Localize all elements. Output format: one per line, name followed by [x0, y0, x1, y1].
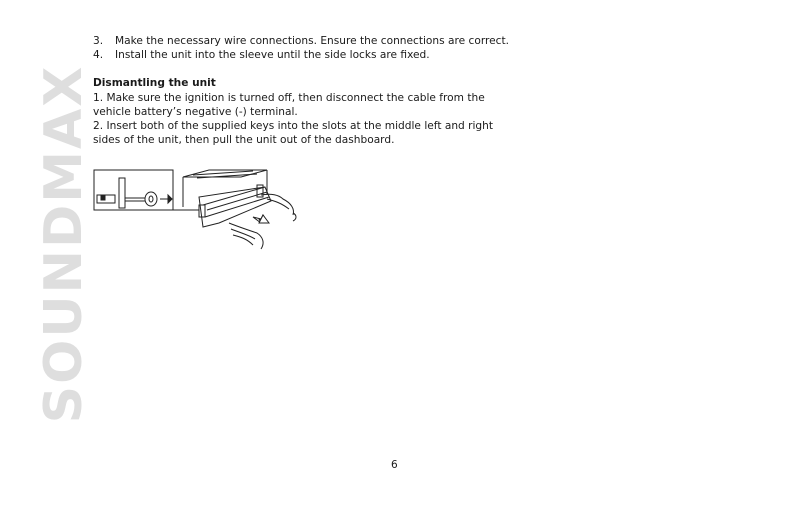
brand-watermark: [34, 34, 94, 454]
arrow-down-right-icon: [253, 215, 269, 223]
brand-name: SOUNDMAX: [34, 64, 94, 424]
arrow-right-icon: [160, 195, 172, 203]
step-number: 4.: [93, 49, 104, 61]
step-number: 3.: [93, 35, 104, 47]
section-heading: Dismantling the unit: [93, 77, 216, 89]
step-item: [93, 34, 509, 48]
paragraph-line: 1. Make sure the ignition is turned off, then disconnect the cable from the: [93, 92, 485, 104]
step-text: Make the necessary wire connections. Ensure the connections are correct.: [115, 35, 509, 47]
key-icon: [97, 178, 157, 208]
step-item: [93, 48, 430, 62]
paragraph-line: 2. Insert both of the supplied keys into the slots at the middle left and right: [93, 120, 494, 132]
hand-icon: [229, 223, 263, 249]
step-text: Install the unit into the sleeve until the side locks are fixed.: [115, 49, 430, 61]
key-inset-box: [94, 170, 173, 210]
paragraph-line: sides of the unit, then pull the unit out of the dashboard.: [93, 134, 395, 146]
paragraph-line: vehicle battery’s negative (-) terminal.: [93, 106, 298, 118]
page-number: 6: [391, 459, 398, 471]
dismantling-illustration: [93, 165, 303, 251]
